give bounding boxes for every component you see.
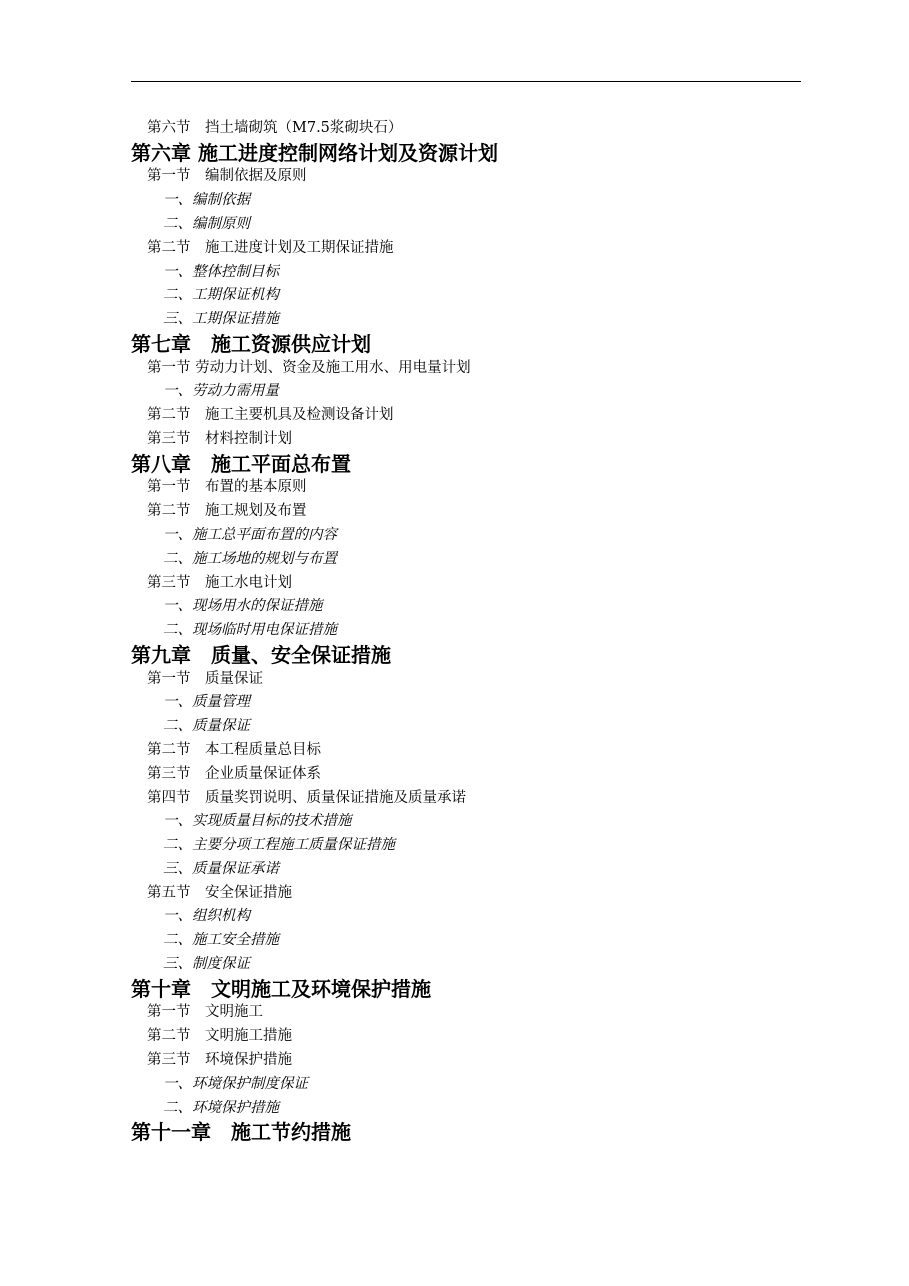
toc-section-item: 第六节 挡土墙砌筑（M7.5浆砌块石）	[147, 120, 403, 136]
toc-section-item: 第一节 劳动力计划、资金及施工用水、用电量计划	[147, 359, 471, 376]
toc-section-item: 第一节 编制依据及原则	[147, 168, 307, 185]
toc-subsection-item: 一、现场用水的保证措施	[163, 598, 323, 615]
header-rule	[131, 81, 801, 82]
toc-subsection-item: 三、制度保证	[163, 956, 250, 973]
toc-subsection-item: 二、工期保证机构	[163, 287, 279, 304]
toc-subsection-item: 一、劳动力需用量	[163, 383, 279, 400]
toc-subsection-item: 二、施工安全措施	[163, 932, 279, 949]
toc-section-item: 第二节 施工主要机具及检测设备计划	[147, 407, 394, 424]
toc-subsection-item: 三、工期保证措施	[163, 311, 279, 328]
toc-section-item: 第三节 企业质量保证体系	[147, 765, 321, 782]
toc-subsection-item: 一、整体控制目标	[163, 263, 279, 280]
toc-subsection-item: 一、实现质量目标的技术措施	[163, 813, 352, 830]
toc-subsection-item: 二、编制原则	[163, 215, 250, 232]
toc-section-item: 第四节 质量奖罚说明、质量保证措施及质量承诺	[147, 789, 466, 806]
toc-subsection-item: 二、施工场地的规划与布置	[163, 550, 337, 567]
toc-chapter-heading: 第九章 质量、安全保证措施	[131, 642, 391, 667]
toc-subsection-item: 一、组织机构	[163, 908, 250, 925]
toc-section-item: 第五节 安全保证措施	[147, 884, 292, 901]
toc-section-item: 第一节 文明施工	[147, 1004, 263, 1021]
toc-section-item: 第三节 材料控制计划	[147, 430, 292, 447]
toc-subsection-item: 一、施工总平面布置的内容	[163, 526, 337, 543]
toc-chapter-heading: 第七章 施工资源供应计划	[131, 331, 371, 356]
toc-chapter-heading: 第八章 施工平面总布置	[131, 451, 351, 476]
toc-subsection-item: 二、环境保护措施	[163, 1099, 279, 1116]
toc-subsection-item: 二、质量保证	[163, 718, 250, 735]
toc-section-item: 第一节 质量保证	[147, 670, 263, 687]
toc-section-item: 第一节 布置的基本原则	[147, 479, 307, 496]
toc-chapter-heading: 第六章 施工进度控制网络计划及资源计划	[131, 140, 498, 165]
toc-section-item: 第二节 施工进度计划及工期保证措施	[147, 239, 394, 256]
toc-section-item: 第二节 本工程质量总目标	[147, 741, 321, 758]
toc-chapter-heading: 第十一章 施工节约措施	[131, 1120, 351, 1145]
toc-subsection-item: 一、质量管理	[163, 694, 250, 711]
toc-subsection-item: 二、主要分项工程施工质量保证措施	[163, 837, 395, 854]
toc-section-item: 第二节 文明施工措施	[147, 1028, 292, 1045]
toc-section-item: 第三节 施工水电计划	[147, 574, 292, 591]
toc-subsection-item: 二、现场临时用电保证措施	[163, 622, 337, 639]
toc-section-item: 第二节 施工规划及布置	[147, 503, 307, 520]
toc-section-item: 第三节 环境保护措施	[147, 1052, 292, 1069]
toc-subsection-item: 一、环境保护制度保证	[163, 1075, 308, 1092]
toc-subsection-item: 三、质量保证承诺	[163, 860, 279, 877]
toc-subsection-item: 一、编制依据	[163, 192, 250, 209]
toc-chapter-heading: 第十章 文明施工及环境保护措施	[131, 976, 431, 1001]
table-of-contents	[131, 117, 811, 1145]
